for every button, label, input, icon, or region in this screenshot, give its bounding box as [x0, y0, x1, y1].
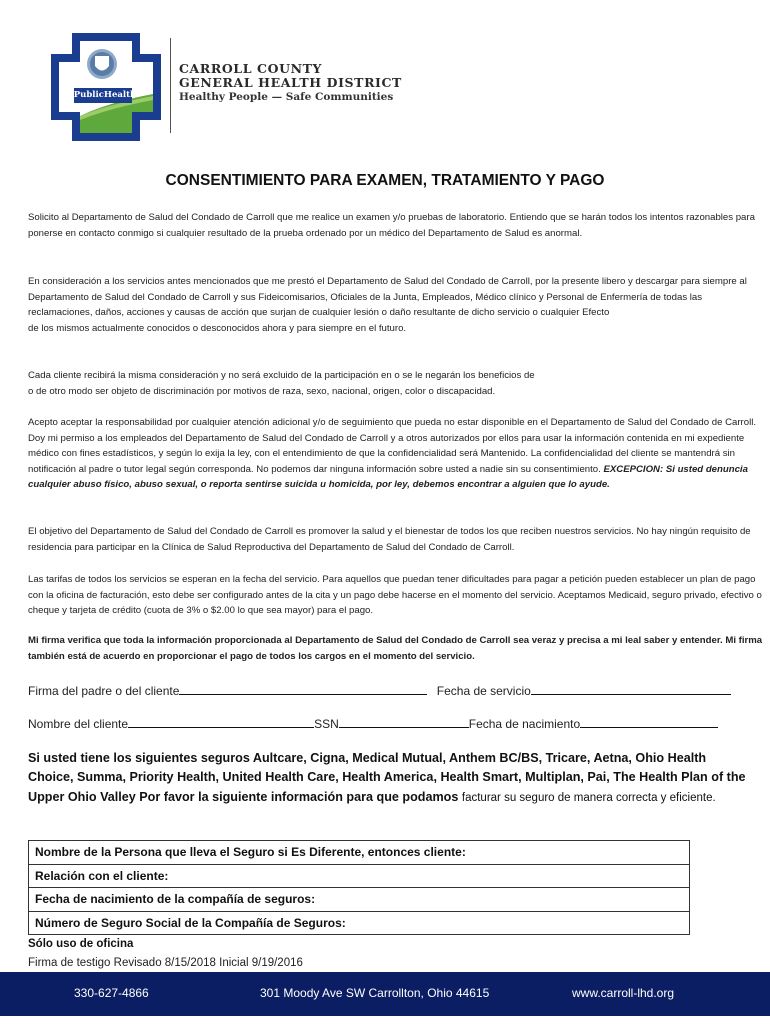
page-title: CONSENTIMIENTO PARA EXAMEN, TRATAMIENTO Y PAGO — [165, 172, 605, 189]
exception-text: EXCEPCION: Si usted denuncia cualquier abuso físico, abuso sexual, o reporta sentirse suicida u homicida, por ley, debemos encontrar a alguien que lo ayude. — [28, 463, 748, 491]
paragraph-objective: El objetivo del Departamento de Salud del Condado de Carroll es promover la salud y el bienestar de todos los que reciben nuestros servicios. No hay ningún requisito de residencia para participar en la Clínica de Salud Reproductiva del Departamento de Salud del Condado de Carroll. — [28, 526, 751, 553]
birth-date-label: Fecha de nacimiento — [468, 717, 581, 731]
insurance-notice — [28, 749, 748, 808]
nondiscrimination-line-1: Cada cliente recibirá la misma consideración y no será excluido de la participación en o se le negarán los beneficios de — [28, 370, 535, 381]
insurance-notice-bold: Si usted tiene los siguientes seguros Aultcare, Cigna, Medical Mutual, Anthem BC/BS, Tricare, Aetna, Ohio Health Choice, Summa, Priority Health, United Health Care, Health America, Health Smart, Multiplan, Pai, The Health Plan of the Upper Ohio Valley Por favor la siguiente información para que podamos — [28, 751, 746, 804]
footer-bottom-margin — [0, 1016, 770, 1024]
insurance-notice-normal: facturar su seguro de manera correcta y eficiente. — [461, 791, 716, 804]
org-line-2: GENERAL HEALTH DISTRICT — [179, 75, 402, 90]
paragraph-release-end: de los mismos actualmente conocidos o desconocidos ahora y para siempre en el futuro. — [28, 322, 407, 334]
ssn-field[interactable] — [339, 715, 469, 728]
footer-phone: 330-627-4866 — [74, 986, 149, 1000]
ssn-label: SSN — [314, 717, 339, 731]
insurance-row-holder-name[interactable]: Nombre de la Persona que lleva el Seguro si Es Diferente, entonces cliente: — [29, 841, 689, 865]
footer-website: www.carroll-lhd.org — [572, 986, 675, 1000]
paragraph-responsibility — [28, 415, 768, 493]
witness-revision-line: Firma de testigo Revisado 8/15/2018 Inicial 9/19/2016 — [28, 957, 303, 969]
client-name-label: Nombre del cliente — [28, 717, 129, 731]
public-health-logo-graphic — [50, 32, 162, 142]
signature-row-2 — [28, 715, 718, 731]
org-line-1: CARROLL COUNTY — [179, 61, 323, 76]
footer-address: 301 Moody Ave SW Carrollton, Ohio 44615 — [260, 986, 490, 1000]
insurance-row-holder-birthdate[interactable]: Fecha de nacimiento de la compañía de seguros: — [29, 888, 689, 912]
paragraph-release-main: En consideración a los servicios antes mencionados que me prestó el Departamento de Salud del Condado de Carroll, por la presente libero y descargar para siempre al Departamento de Salud del Condado de Carroll y sus Fideicomisarios, Oficiales de la Junta, Empleados, Médico clínico y Personal de Enfermería de todas las reclamaciones, daños, acciones y causas de acción que surjan de cualquier lesión o daño resultante de dicho servicio o cualquier Efecto — [28, 276, 747, 319]
birth-date-field[interactable] — [580, 715, 718, 728]
signature-row-1 — [28, 682, 731, 698]
logo-label: PublicHealth — [73, 90, 137, 100]
paragraph-nondiscrimination — [28, 368, 768, 399]
service-date-label: Fecha de servicio — [436, 684, 531, 698]
office-use-label: Sólo uso de oficina — [28, 938, 134, 950]
nondiscrimination-line-2: o de otro modo ser objeto de discriminación por motivos de raza, sexo, nacional, origen, color o discapacidad. — [28, 385, 496, 397]
district-logo — [50, 32, 162, 142]
org-tagline: Healthy People — Safe Communities — [179, 91, 394, 103]
insurance-row-holder-ssn[interactable]: Número de Seguro Social de la Compañía de Seguros: — [35, 915, 346, 930]
paragraph-exam-request: Solicito al Departamento de Salud del Condado de Carroll que me realice un examen y/o pruebas de laboratorio. Entiendo que se harán todos los intentos razonables para ponerse en contacto conmigo si cualquier resultado de la prueba ordenado por un médico del Departamento de Salud es anormal. — [28, 212, 755, 239]
client-name-field[interactable] — [128, 715, 314, 728]
organization-name — [179, 62, 402, 103]
header-divider — [170, 38, 171, 133]
paragraph-fees: Las tarifas de todos los servicios se esperan en la fecha del servicio. Para aquellos que puedan tener dificultades para pagar a petición pueden establecer un plan de pago con la oficina de facturación, esto debe ser configurado antes de la cita y un pago debe hacerse en el momento del servicio. Aceptamos Medicaid, seguro privado, efectivo o cheque y tarjeta de crédito (cuota de 3% o $2.00 lo que sea mayor) para el pago. — [28, 574, 762, 617]
responsibility-text: Acepto aceptar la responsabilidad por cualquier atención adicional y/o de seguimiento que pueda no estar disponible en el Departamento de Salud del Condado de Carroll. Doy mi permiso a los empleados del Departamento de Salud del Condado de Carroll y a otros autorizados por ellos para usar la información contenida en mi expediente médico con fines estadísticos, y según lo exija la ley, con el entendimiento de que la confidencialidad será Mantenido. La confidencialidad del cliente se mantendrá sin notificación al padre o tutor legal según corresponda. No podemos dar ninguna información sobre usted a nadie sin su consentimiento. — [28, 417, 757, 475]
paragraph-signature-verification: Mi firma verifica que toda la información proporcionada al Departamento de Salud del Condado de Carroll sea veraz y precisa a mi leal saber y entender. Mi firma también está de acuerdo en proporcionar el pago de todos los cargos en el momento del servicio. — [28, 635, 763, 662]
footer-bar — [0, 972, 770, 1016]
insurance-row-relationship[interactable]: Relación con el cliente: — [29, 865, 689, 889]
insurance-table — [28, 840, 690, 935]
parent-signature-field[interactable] — [179, 682, 427, 695]
parent-signature-label: Firma del padre o del cliente — [28, 684, 180, 698]
paragraph-release — [28, 274, 768, 336]
service-date-field[interactable] — [531, 682, 731, 695]
